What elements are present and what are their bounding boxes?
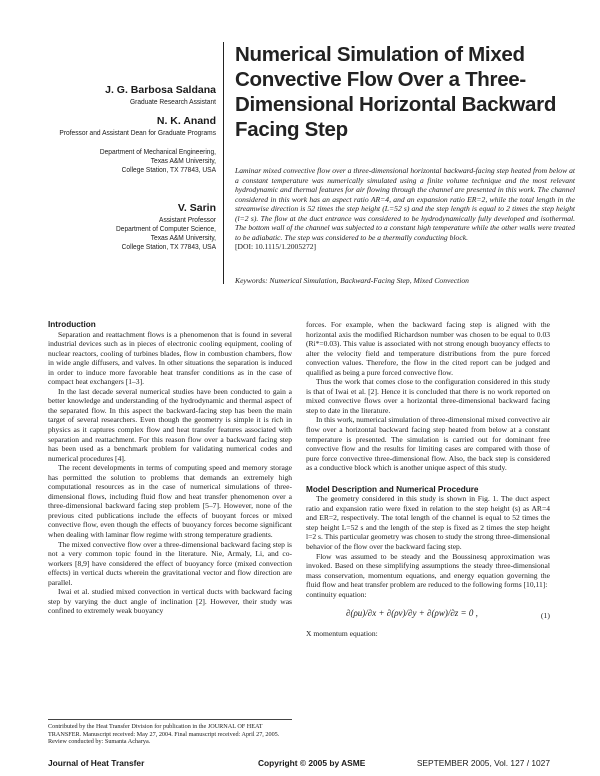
equation-number: (1) xyxy=(540,611,550,621)
paragraph: Separation and reattachment flows is a phenomenon that is found in several industrial devices such as in pieces of electronic cooling equipment, cooling of nuclear reactors, cooling of turbines blades, flow in combustion chambers, flow in wide angle diffusers, and valves. In other situations the separation is induced in order to induce more favorable heat transfer conditions as in the case of compact heat exchangers [1–3]. xyxy=(48,329,292,387)
paragraph: forces. For example, when the backward facing step is aligned with the horizontal axis the modified Richardson number was chosen to be equal to 0.03 (Ri*=0.03). This value is associated with not strong enough buoyancy effects to alter the velocity field and temperature distributions from the pure forced convection values. Therefore, the flow in the cited report can be judged and qualified as being a pure forced convective flow. xyxy=(306,320,550,377)
author-column: J. G. Barbosa Saldana Graduate Research Assistant N. K. Anand Professor and Assistant Dean for Graduate Programs Department of Mechanical Engineering, Texas A&M University, College Station, TX 77843, USA V. Sarin Assistant Professor Department of Computer Science, Texas A&M University, College Station, TX 77843, USA xyxy=(20,84,216,251)
paragraph: Thus the work that comes close to the configuration considered in this study is that of Iwai et al. [2]. Hence it is concluded that there is no work reported on mixed convective flows over a horizontal three-dimensional backward facing step to date in the literature. xyxy=(306,377,550,415)
abstract-text: Laminar mixed convective flow over a three-dimensional horizontal backward-facing step heated from below at a constant temperature was numerically simulated using a finite volume technique and the most relevant hydrodynamic and thermal features for air flowing through the channel are presented in this work. The channel considered in this work has an aspect ratio AR=4, and an expansion ratio ER=2, while the total length in the streamwise direction is 52 times the step height (L=52 s) and the step length is equal to 2 times the step height (l=2 s). The flow at the duct entrance was considered to be hydrodynamically fully developed and isothermal. The bottom wall of the channel was subjected to a constant high temperature while the other walls were treated to be adiabatic. The step was considered to be a thermally conducting block. xyxy=(235,166,575,242)
paragraph: In this work, numerical simulation of three-dimensional mixed convective air flow over a horizontal backward facing step heated from below at a constant temperature is presented. The simulation is carried out for dominant free convective flow and the results for limiting cases are compared with those of pure force convective three-dimensional flow. Also, the back step is considered as a conductive block which is another unique aspect of this study. xyxy=(306,415,550,473)
footer-issue: SEPTEMBER 2005, Vol. 127 / 1027 xyxy=(416,758,550,768)
footer-journal: Journal of Heat Transfer xyxy=(48,758,145,768)
section-heading: Introduction xyxy=(48,320,96,329)
author-title: Graduate Research Assistant xyxy=(129,97,216,106)
equation-text: ∂(ρu)/∂x + ∂(ρv)/∂y + ∂(ρw)/∂z = 0 , xyxy=(346,608,478,619)
paragraph: The mixed convective flow over a three-dimensional backward facing step is not a very common topic found in the literature. Nie, Armaly, Li, and co-workers [8,9] have considered the effect of buoyancy force (mixed convection effects) in vertical ducts wherein the gravitational vector and flow direction are parallel. xyxy=(48,539,292,587)
author-title: Professor and Assistant Dean for Graduate Programs xyxy=(59,128,217,137)
equation-label: continuity equation: xyxy=(306,589,367,599)
equation xyxy=(306,603,550,629)
footer-copyright: Copyright © 2005 by ASME xyxy=(258,758,366,768)
author-name: V. Sarin xyxy=(177,202,216,214)
title-divider xyxy=(223,42,224,284)
paragraph: The recent developments in terms of computing speed and memory storage has permitted the solution to problems that demands an extremely high computational resources as in the case of numerical simulations of three-dimensional flows, including fluid flow and heat transfer phenomenon over a three-dimensional backward facing step problem [5–7]. However, none of the previous cited publications include the effects of buoyant forces or mixed convective flow, even though the effects of buoyancy forces become significant when dealing with laminar flow regime with strong temperature gradients. xyxy=(48,463,292,540)
doi: [DOI: 10.1115/1.2005272] xyxy=(235,242,317,251)
paper-title: Numerical Simulation of Mixed Convective Flow Over a Three-Dimensional Horizontal Backward Facing Step xyxy=(235,43,557,141)
paragraph: The geometry considered in this study is shown in Fig. 1. The duct aspect ratio and expansion ratio were fixed in relation to the step height (s) as AR=4 and ER=2, respectively. The total length of the channel is equal to 52 times the step height L=52 s and the length of the step is fixed as 2 times the step height l=2 s. This particular geometry was chosen to study the strong three-dimensional behavior of the flow over the backward facing step. xyxy=(306,494,550,552)
abstract xyxy=(235,166,575,252)
paragraph: In the last decade several numerical studies have been conducted to gain a better knowledge and understanding of the hydrodynamic and thermal aspect of the separated flow. In this aspect the backward-facing step has been the main target of several researchers. Even though the geometry is simple it is rich in physics as it captures complex flow and heat transfer features associated with separation and reattachment. For this reason flow over a backward facing step has been used as a benchmark problem for validating numerical codes and numerical procedures [4]. xyxy=(48,386,292,463)
paragraph: Flow was assumed to be steady and the Boussinesq approximation was invoked. Based on these simplifying assumptions the steady three-dimensional mass conservation, momentum equations, and energy equation governing the fluid flow and heat transfer problem are reduced to the following forms [10,11]: xyxy=(306,551,550,590)
body-column-right xyxy=(306,320,550,639)
equation-label: X momentum equation: xyxy=(306,629,378,639)
author-name: J. G. Barbosa Saldana xyxy=(105,84,216,96)
section-heading: Model Description and Numerical Procedure xyxy=(306,484,479,494)
paragraph: Iwai et al. studied mixed convection in vertical ducts with backward facing step by varying the duct angle of inclination [2]. However, their study was confined to extremely weak buoyancy xyxy=(48,587,292,616)
keywords: Keywords: Numerical Simulation, Backward-Facing Step, Mixed Convection xyxy=(235,276,469,285)
footnote: Contributed by the Heat Transfer Division for publication in the JOURNAL OF HEAT TRANSFER. Manuscript received: May 27, 2004. Final manuscript received: April 27, 2005. Review conducted by: Sumanta Acharya. xyxy=(48,719,292,746)
author-name: N. K. Anand xyxy=(156,115,216,127)
affiliation: Department of Mechanical Engineering, Texas A&M University, College Station, TX 77843, USA xyxy=(99,147,216,174)
body-column-left xyxy=(48,320,292,616)
